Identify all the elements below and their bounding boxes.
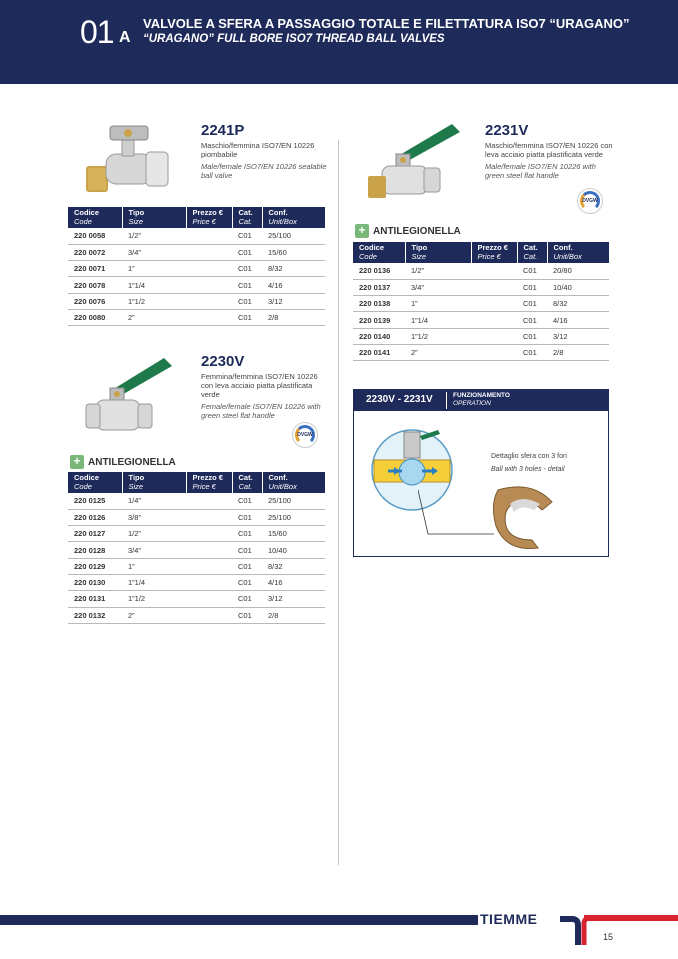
cell-size: 1” [405, 296, 471, 312]
cell-code: 220 0080 [68, 309, 122, 325]
table-row [68, 277, 325, 293]
col-cat: Cat. Cat. [517, 242, 547, 263]
cell-conf: 2/8 [262, 607, 325, 623]
leader-line [418, 490, 498, 540]
cell-size: 1/2” [122, 228, 186, 244]
cell-conf: 25/100 [262, 509, 325, 525]
product-description-en: Male/female ISO7/EN 10226 sealable ball valve [201, 162, 327, 180]
cell-conf: 8/32 [547, 296, 609, 312]
cell-conf: 25/100 [262, 493, 325, 509]
cell-code: 220 0139 [353, 312, 405, 328]
product-code: 2231V [485, 122, 529, 139]
col-conf: Conf. Unit/Box [262, 472, 325, 493]
cell-conf: 2/8 [262, 309, 325, 325]
ball-detail-image [492, 482, 556, 550]
operation-title: FUNZIONAMENTO OPERATION [453, 392, 510, 407]
cell-price [471, 328, 517, 344]
cell-price [471, 263, 517, 279]
product-description-it: Femmina/femmina ISO7/EN 10226 con leva acciaio piatta plastificata verde [201, 372, 318, 399]
col-size: Tipo Size [122, 207, 186, 228]
cell-conf: 4/16 [547, 312, 609, 328]
cell-code: 220 0129 [68, 558, 122, 574]
badge-text: DVGW [297, 432, 313, 438]
cell-conf: 25/100 [262, 228, 325, 244]
cell-conf: 10/40 [262, 542, 325, 558]
cell-cat: C01 [232, 309, 262, 325]
operation-box [353, 389, 609, 557]
cell-price [186, 277, 232, 293]
col-code: Codice Code [68, 207, 122, 228]
table-2241p [68, 207, 325, 326]
cell-price [186, 293, 232, 309]
cell-cat: C01 [232, 558, 262, 574]
cell-price [186, 574, 232, 590]
table-row [68, 558, 325, 574]
col-price: Prezzo € Price € [186, 207, 232, 228]
cell-size: 1”1/2 [405, 328, 471, 344]
antilegionella-text: ANTILEGIONELLA [373, 225, 461, 237]
product-description-it: Maschio/femmina ISO7/EN 10226 con leva acciaio piatta plastificata verde [485, 141, 613, 159]
cell-code: 220 0126 [68, 509, 122, 525]
cell-conf: 15/60 [262, 244, 325, 260]
cell-conf: 3/12 [262, 591, 325, 607]
cell-size: 1”1/4 [405, 312, 471, 328]
antilegionella-label [70, 455, 176, 469]
cell-price [471, 279, 517, 295]
cell-price [186, 526, 232, 542]
cell-size: 1”1/2 [122, 293, 186, 309]
cell-code: 220 0131 [68, 591, 122, 607]
page-title: VALVOLE A SFERA A PASSAGGIO TOTALE E FILETTATURA ISO7 “URAGANO” [143, 16, 630, 31]
valve-2230v-image [82, 350, 182, 436]
cell-size: 1”1/4 [122, 277, 186, 293]
cell-cat: C01 [232, 542, 262, 558]
footer-pipe-icon [560, 915, 600, 945]
plus-icon: + [355, 224, 369, 238]
cell-code: 220 0132 [68, 607, 122, 623]
product-description-en: Male/female ISO7/EN 10226 with green steel flat handle [485, 162, 596, 180]
cell-size: 2” [405, 344, 471, 360]
col-price: Prezzo € Price € [471, 242, 517, 263]
table-row [353, 312, 609, 328]
cell-cat: C01 [232, 607, 262, 623]
cell-size: 1” [122, 261, 186, 277]
cell-code: 220 0076 [68, 293, 122, 309]
cell-code: 220 0140 [353, 328, 405, 344]
section-number: 01 [80, 14, 114, 50]
table-2230v [68, 472, 325, 624]
cell-cat: C01 [517, 344, 547, 360]
table-row [68, 574, 325, 590]
cell-conf: 10/40 [547, 279, 609, 295]
cell-cat: C01 [232, 526, 262, 542]
cell-cat: C01 [232, 493, 262, 509]
cell-code: 220 0058 [68, 228, 122, 244]
brand-logo: TIEMME [480, 911, 538, 927]
table-row [68, 526, 325, 542]
cell-code: 220 0141 [353, 344, 405, 360]
page-header [0, 0, 678, 84]
col-code: Codice Code [353, 242, 405, 263]
cell-size: 2” [122, 607, 186, 623]
cell-price [471, 296, 517, 312]
cell-price [186, 493, 232, 509]
column-divider [338, 140, 339, 865]
valve-2241p-image [80, 118, 180, 198]
table-row [68, 493, 325, 509]
table-row [68, 261, 325, 277]
cell-price [186, 558, 232, 574]
antilegionella-label [355, 224, 461, 238]
cell-cat: C01 [232, 509, 262, 525]
table-row [68, 244, 325, 260]
cell-cat: C01 [517, 279, 547, 295]
table-row [68, 607, 325, 623]
cell-size: 3/4” [122, 244, 186, 260]
cell-code: 220 0127 [68, 526, 122, 542]
table-row [68, 542, 325, 558]
cell-size: 3/4” [122, 542, 186, 558]
operation-header [354, 390, 608, 411]
cell-size: 3/4” [405, 279, 471, 295]
cell-code: 220 0128 [68, 542, 122, 558]
cell-size: 2” [122, 309, 186, 325]
operation-codes: 2230V - 2231V [366, 394, 433, 405]
cell-price [186, 542, 232, 558]
col-size: Tipo Size [122, 472, 186, 493]
cell-size: 1” [122, 558, 186, 574]
cell-price [186, 244, 232, 260]
product-2241p-info [201, 122, 331, 180]
cell-conf: 15/60 [262, 526, 325, 542]
table-row [68, 509, 325, 525]
table-row [353, 263, 609, 279]
product-code: 2241P [201, 122, 245, 139]
cell-code: 220 0138 [353, 296, 405, 312]
cell-conf: 8/32 [262, 261, 325, 277]
cell-price [186, 607, 232, 623]
cell-code: 220 0072 [68, 244, 122, 260]
col-price: Prezzo € Price € [186, 472, 232, 493]
cell-price [186, 228, 232, 244]
cell-cat: C01 [517, 328, 547, 344]
cell-code: 220 0136 [353, 263, 405, 279]
cell-price [186, 591, 232, 607]
cell-price [186, 509, 232, 525]
cell-cat: C01 [232, 574, 262, 590]
detail-caption-en: Ball with 3 holes - detail [491, 466, 565, 473]
cell-code: 220 0078 [68, 277, 122, 293]
table-row [68, 228, 325, 244]
cell-code: 220 0125 [68, 493, 122, 509]
cell-price [186, 309, 232, 325]
cell-size: 1/2” [122, 526, 186, 542]
cell-cat: C01 [232, 244, 262, 260]
section-letter: A [119, 29, 131, 46]
col-size: Tipo Size [405, 242, 471, 263]
cell-conf: 3/12 [262, 293, 325, 309]
cell-cat: C01 [232, 228, 262, 244]
cell-code: 220 0137 [353, 279, 405, 295]
cell-size: 1/2” [405, 263, 471, 279]
valve-2231v-image [362, 118, 466, 204]
table-row [353, 328, 609, 344]
product-description-it: Maschio/femmina ISO7/EN 10226 piombabile [201, 141, 315, 159]
cell-code: 220 0071 [68, 261, 122, 277]
cell-conf: 8/32 [262, 558, 325, 574]
plus-icon: + [70, 455, 84, 469]
cell-size: 1”1/2 [122, 591, 186, 607]
cell-conf: 4/16 [262, 574, 325, 590]
cell-cat: C01 [517, 263, 547, 279]
cell-price [471, 312, 517, 328]
cell-code: 220 0130 [68, 574, 122, 590]
table-row [68, 591, 325, 607]
badge-text: DVGW [582, 198, 598, 204]
cell-conf: 3/12 [547, 328, 609, 344]
cell-cat: C01 [232, 293, 262, 309]
cell-cat: C01 [232, 277, 262, 293]
col-code: Codice Code [68, 472, 122, 493]
product-2230v-info [201, 353, 331, 420]
cell-conf: 2/8 [547, 344, 609, 360]
page-subtitle: “URAGANO” FULL BORE ISO7 THREAD BALL VALVES [143, 33, 445, 45]
cell-size: 1/4” [122, 493, 186, 509]
dvgw-badge [577, 188, 603, 214]
table-row [68, 293, 325, 309]
detail-caption-it: Dettaglio sfera con 3 fori [491, 453, 567, 460]
cell-price [471, 344, 517, 360]
antilegionella-text: ANTILEGIONELLA [88, 456, 176, 468]
product-2231v-info [485, 122, 615, 180]
col-conf: Conf. Unit/Box [547, 242, 609, 263]
cell-size: 1”1/4 [122, 574, 186, 590]
table-2231v [353, 242, 609, 361]
cell-conf: 4/16 [262, 277, 325, 293]
cell-cat: C01 [517, 312, 547, 328]
cell-size: 3/8” [122, 509, 186, 525]
table-row [353, 344, 609, 360]
col-conf: Conf. Unit/Box [262, 207, 325, 228]
product-description-en: Female/female ISO7/EN 10226 with green steel flat handle [201, 402, 321, 420]
col-cat: Cat. Cat. [232, 207, 262, 228]
table-row [68, 309, 325, 325]
cell-cat: C01 [232, 591, 262, 607]
cell-price [186, 261, 232, 277]
col-cat: Cat. Cat. [232, 472, 262, 493]
footer-bar [0, 915, 478, 925]
cell-cat: C01 [517, 296, 547, 312]
table-row [353, 279, 609, 295]
dvgw-badge [292, 422, 318, 448]
page-number: 15 [603, 932, 614, 942]
table-row [353, 296, 609, 312]
product-code: 2230V [201, 353, 245, 370]
cell-conf: 20/80 [547, 263, 609, 279]
cell-cat: C01 [232, 261, 262, 277]
